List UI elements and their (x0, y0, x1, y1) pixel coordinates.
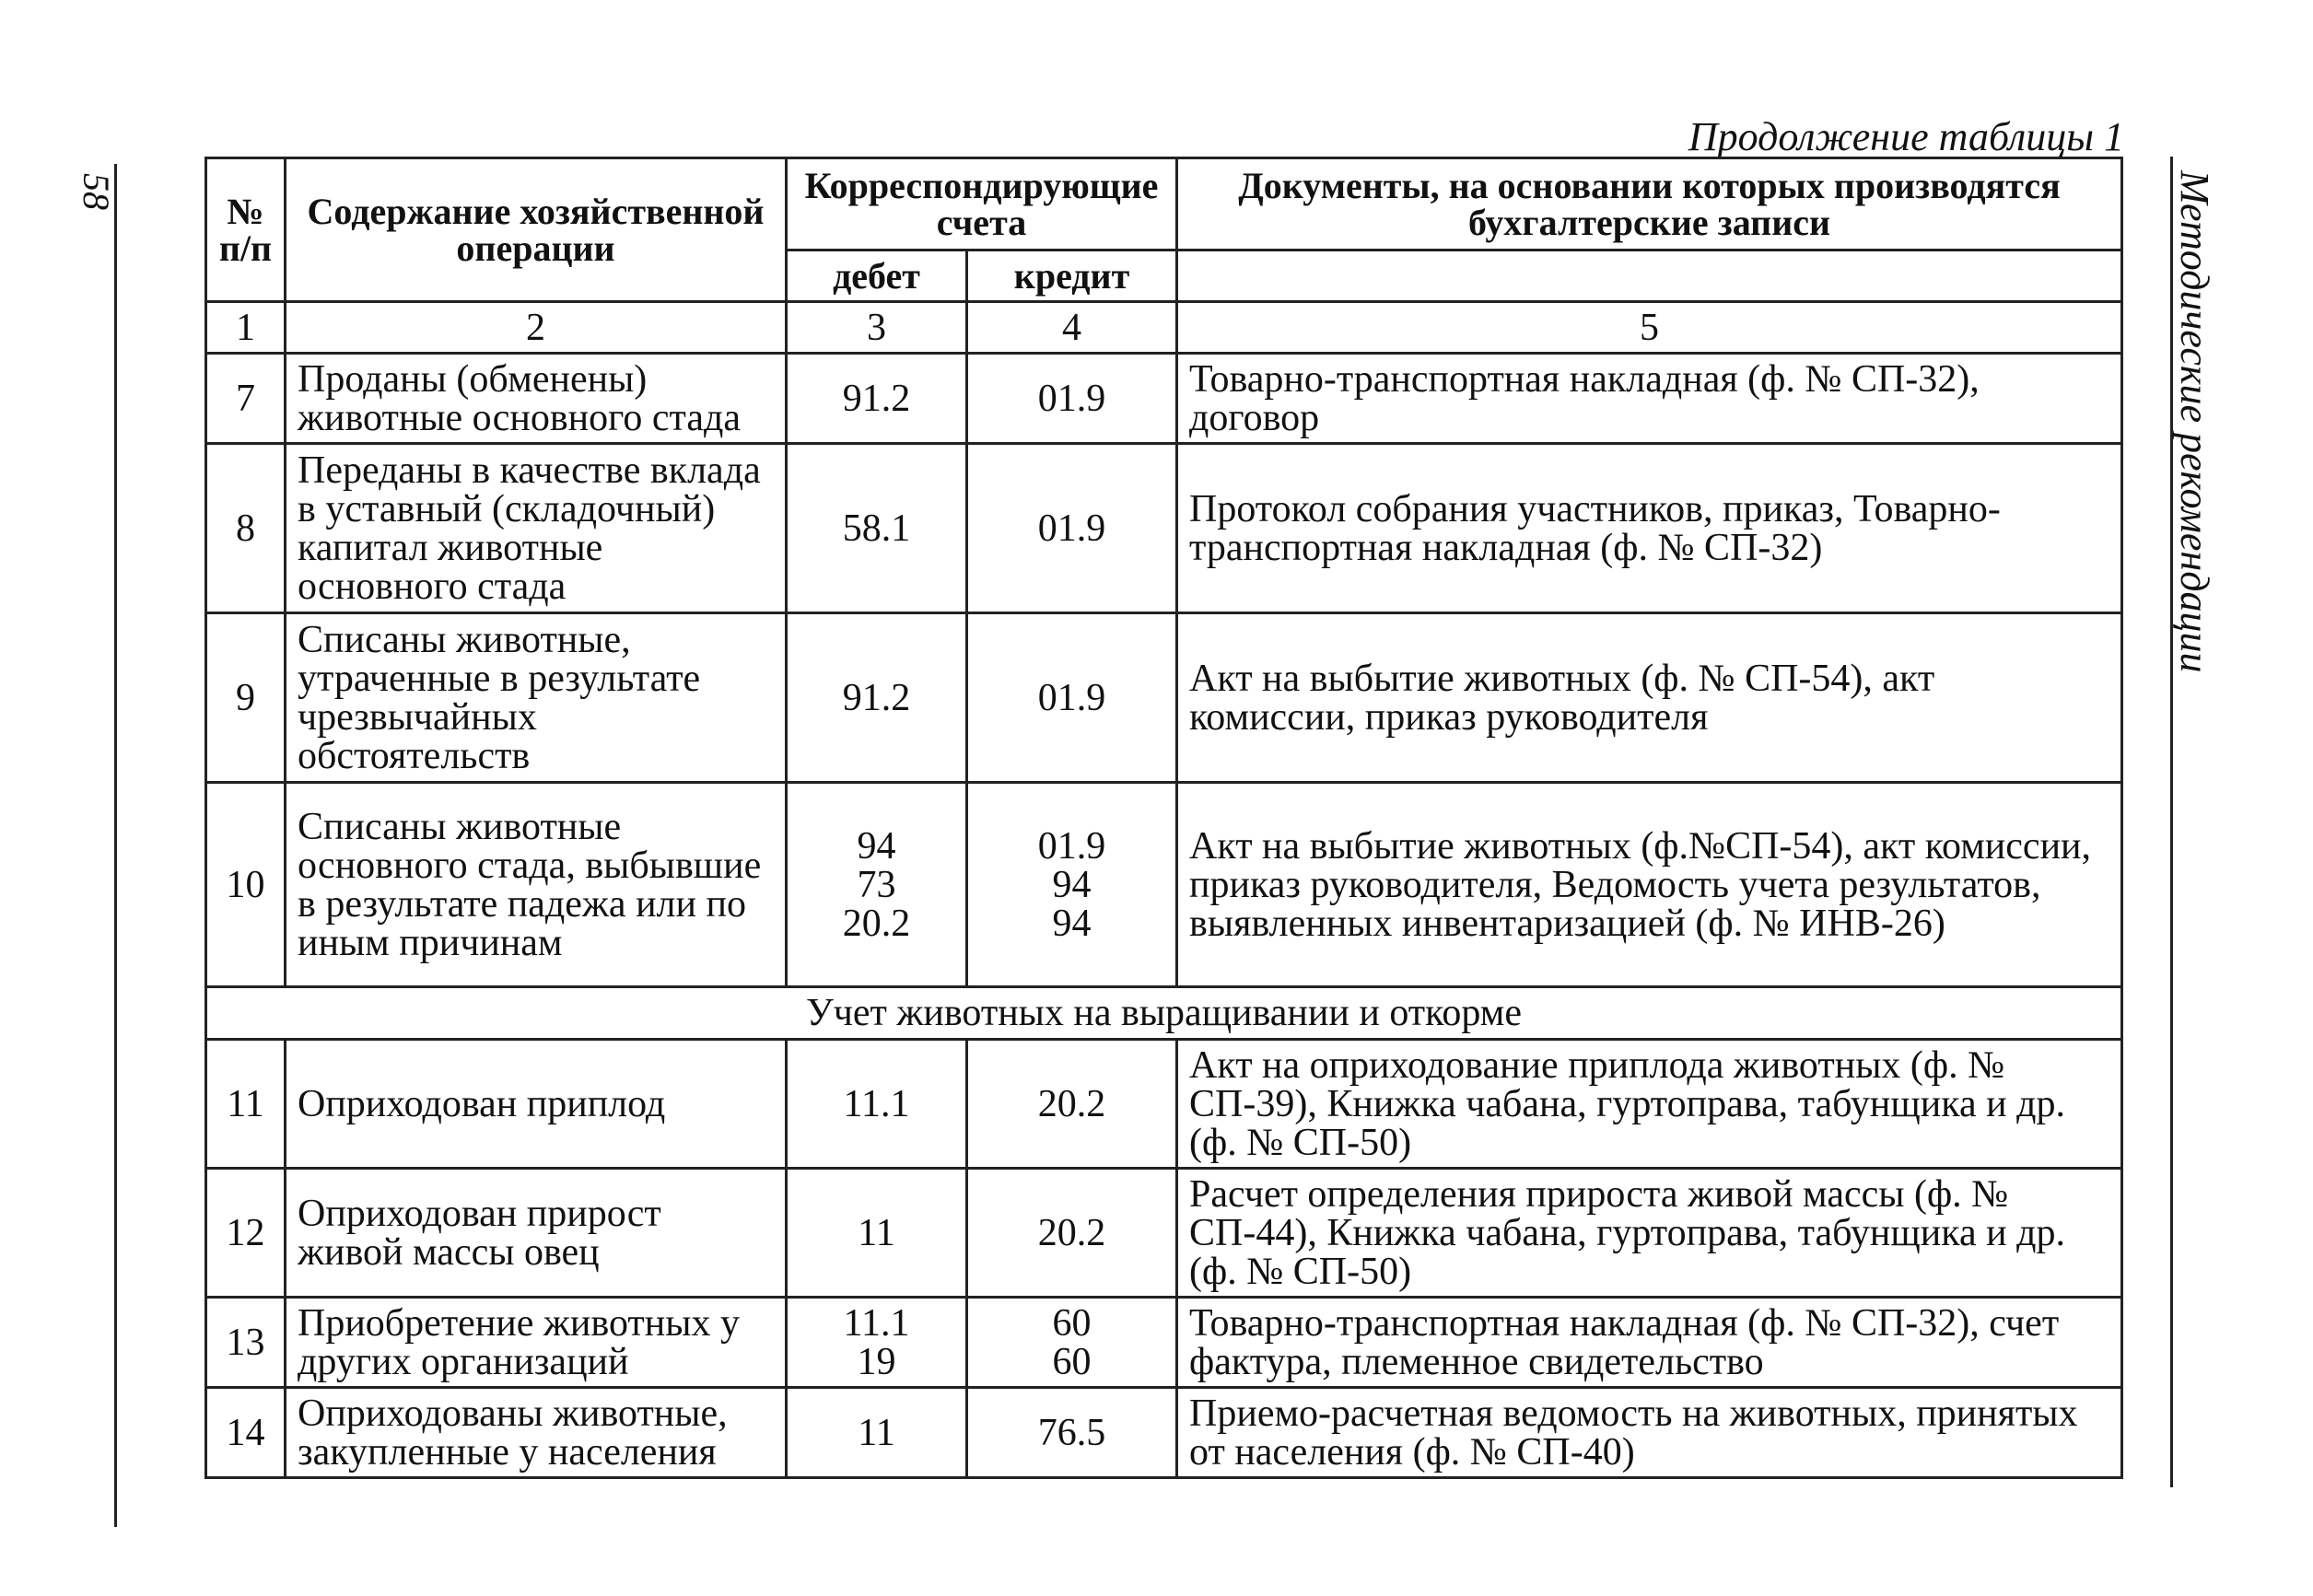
column-number: 3 (787, 302, 967, 354)
row-content: Приобретение животных у других организаций (286, 1298, 787, 1388)
row-content: Списаны животные, утраченные в результате чрезвычайных обстоятельств (286, 613, 787, 783)
row-debit (787, 613, 967, 783)
row-content: Проданы (обменены) животные основного стада (286, 354, 787, 444)
row-debit (787, 783, 967, 987)
row-content: Оприходованы животные, закупленные у населения (286, 1388, 787, 1478)
row-credit (967, 1298, 1177, 1388)
page-number: 58 (76, 173, 117, 210)
row-num: 10 (206, 783, 286, 987)
section-row (206, 987, 2122, 1040)
credit-account: 94 (1052, 902, 1092, 945)
row-credit (967, 444, 1177, 613)
row-docs: Товарно-транспортная накладная (ф. № СП-32), счет фактура, племенное свидетельство (1177, 1298, 2122, 1388)
header-accounts: Корреспондирующие счета (787, 158, 1177, 250)
row-num: 12 (206, 1169, 286, 1298)
header-credit: кредит (967, 250, 1177, 302)
row-debit (787, 444, 967, 613)
credit-account: 01.9 (1037, 377, 1106, 420)
credit-account: 20.2 (1037, 1211, 1106, 1254)
row-credit (967, 1388, 1177, 1478)
table-row (206, 1388, 2122, 1478)
section-title: Учет животных на выращивании и откорме (206, 987, 2122, 1040)
column-number: 5 (1177, 302, 2122, 354)
credit-account: 20.2 (1037, 1082, 1106, 1125)
table-row (206, 1040, 2122, 1169)
row-debit (787, 1298, 967, 1388)
debit-account: 73 (857, 863, 896, 906)
table-row (206, 1169, 2122, 1298)
debit-account: 11 (858, 1411, 895, 1454)
debit-account: 91.2 (842, 676, 911, 719)
row-credit (967, 354, 1177, 444)
row-docs: Протокол собрания участников, приказ, Товарно-транспортная накладная (ф. № СП-32) (1177, 444, 2122, 613)
column-number: 2 (286, 302, 787, 354)
row-content: Оприходован приплод (286, 1040, 787, 1169)
row-credit (967, 783, 1177, 987)
debit-account: 11 (858, 1211, 895, 1254)
table-caption: Продолжение таблицы 1 (1688, 114, 2124, 159)
debit-account: 19 (857, 1340, 896, 1383)
header-documents-empty (1177, 250, 2122, 302)
running-title: Методические рекомендации (2172, 170, 2217, 673)
row-debit (787, 1388, 967, 1478)
table-row (206, 783, 2122, 987)
row-credit (967, 1169, 1177, 1298)
debit-account: 94 (857, 824, 896, 868)
credit-account: 94 (1052, 863, 1092, 906)
row-content: Оприходован прирост живой массы овец (286, 1169, 787, 1298)
row-num: 13 (206, 1298, 286, 1388)
credit-account: 60 (1052, 1301, 1092, 1345)
debit-account: 91.2 (842, 377, 911, 420)
header-content: Содержание хозяйственной операции (286, 158, 787, 302)
credit-account: 01.9 (1037, 507, 1106, 550)
header-debit: дебет (787, 250, 967, 302)
row-docs: Приемо-расчетная ведомость на животных, принятых от населения (ф. № СП-40) (1177, 1388, 2122, 1478)
credit-account: 76.5 (1037, 1411, 1106, 1454)
debit-account: 58.1 (842, 507, 911, 550)
header-documents: Документы, на основании которых производятся бухгалтерские записи (1177, 158, 2122, 250)
row-num: 11 (206, 1040, 286, 1169)
column-number: 4 (967, 302, 1177, 354)
table-row (206, 1298, 2122, 1388)
row-credit (967, 613, 1177, 783)
debit-account: 11.1 (843, 1082, 910, 1125)
credit-account: 60 (1052, 1340, 1092, 1383)
row-docs: Товарно-транспортная накладная (ф. № СП-32), договор (1177, 354, 2122, 444)
row-docs: Акт на оприходование приплода животных (ф. № СП-39), Книжка чабана, гуртоправа, табунщика и др. (ф. № СП-50) (1177, 1040, 2122, 1169)
row-docs: Расчет определения прироста живой массы (ф. № СП-44), Книжка чабана, гуртоправа, табунщика и др. (ф. № СП-50) (1177, 1169, 2122, 1298)
row-content: Списаны животные основного стада, выбывшие в результате падежа или по иным причинам (286, 783, 787, 987)
debit-account: 20.2 (842, 902, 911, 945)
table-row (206, 613, 2122, 783)
credit-account: 01.9 (1037, 824, 1106, 868)
row-credit (967, 1040, 1177, 1169)
row-docs: Акт на выбытие животных (ф. № СП-54), акт комиссии, приказ руководителя (1177, 613, 2122, 783)
table-row (206, 444, 2122, 613)
row-content: Переданы в качестве вклада в уставный (складочный) капитал животные основного стада (286, 444, 787, 613)
row-num: 8 (206, 444, 286, 613)
column-number: 1 (206, 302, 286, 354)
table-row (206, 354, 2122, 444)
row-debit (787, 1169, 967, 1298)
accounting-entries-table (204, 157, 2123, 1479)
debit-account: 11.1 (843, 1301, 910, 1345)
row-debit (787, 1040, 967, 1169)
credit-account: 01.9 (1037, 676, 1106, 719)
row-num: 14 (206, 1388, 286, 1478)
row-num: 7 (206, 354, 286, 444)
left-margin-rule (114, 164, 117, 1527)
row-docs: Акт на выбытие животных (ф.№СП-54), акт комиссии, приказ руководителя, Ведомость учета результатов, выявленных инвентаризацией (ф. № ИНВ-26) (1177, 783, 2122, 987)
row-debit (787, 354, 967, 444)
header-num: № п/п (206, 158, 286, 302)
row-num: 9 (206, 613, 286, 783)
